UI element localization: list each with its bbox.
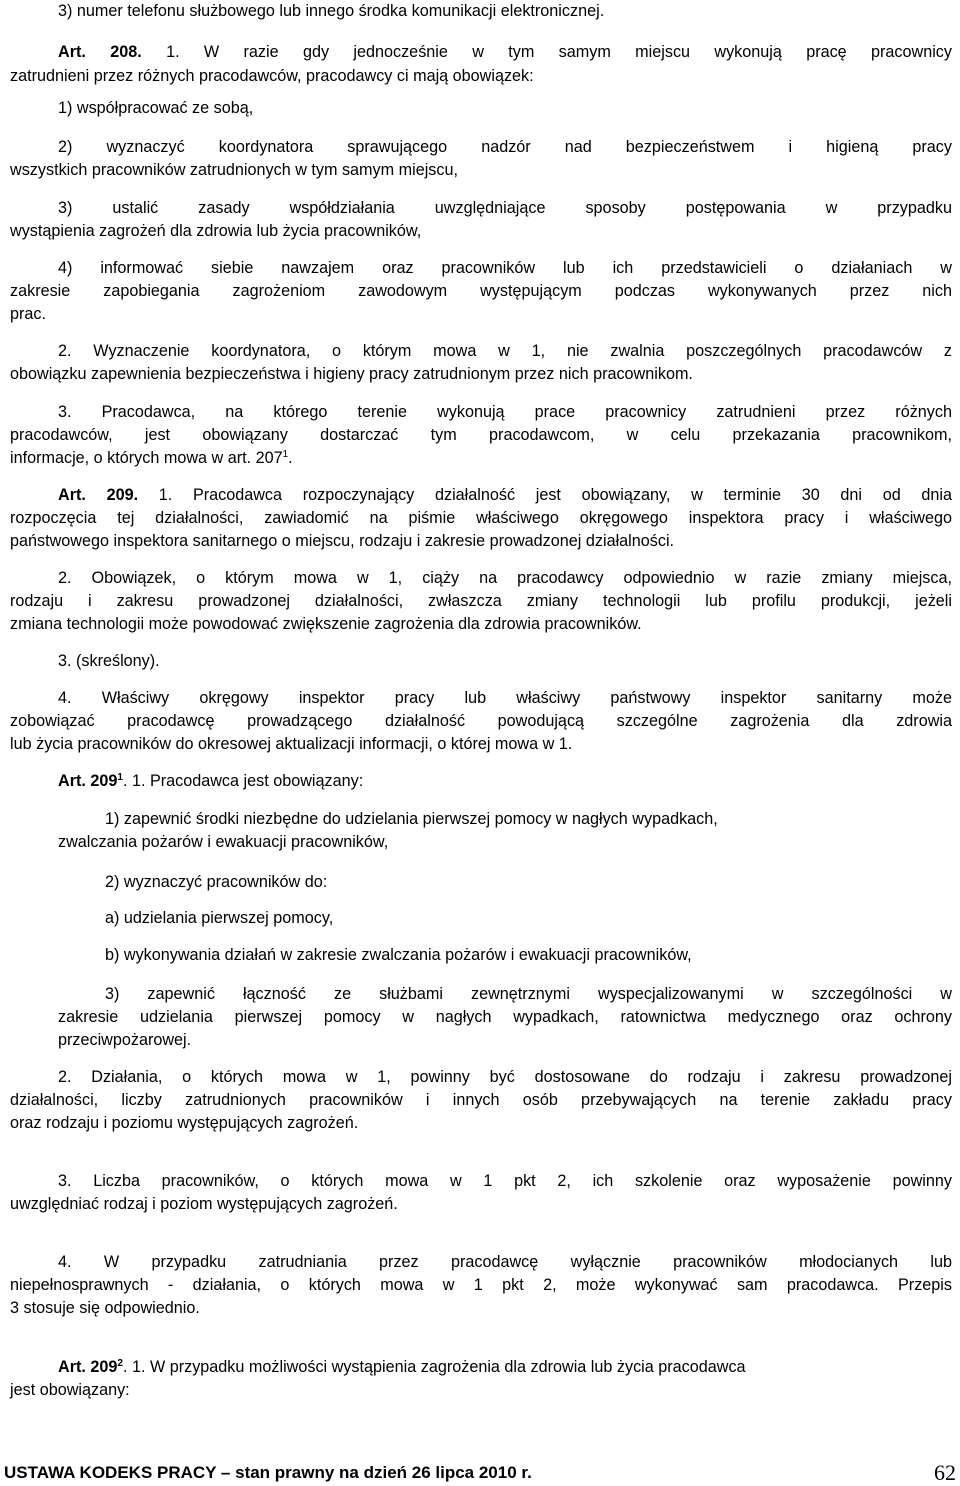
text-line: wszystkich pracowników zatrudnionych w tym samym miejscu, [10, 161, 458, 179]
text-line: 1) współpracować ze sobą, [58, 99, 254, 117]
text-line: zatrudnieni przez różnych pracodawców, pracodawcy ci mają obowiązek: [10, 67, 534, 85]
text-line: 2. Wyznaczenie koordynatora, o którym mowa w 1, nie zwalnia poszczególnych pracodawców z [58, 342, 952, 360]
text-line: 2. Działania, o których mowa w 1, powinny być dostosowane do rodzaju i zakresu prowadzonej [58, 1068, 952, 1086]
footer-title: USTAWA KODEKS PRACY – stan prawny na dzień 26 lipca 2010 r. [4, 1463, 532, 1482]
text-line: jest obowiązany: [10, 1381, 130, 1399]
text-line [58, 771, 952, 791]
text-line: 4. Właściwy okręgowy inspektor pracy lub właściwy państwowy inspektor sanitarny może [58, 689, 952, 707]
text-span: . 1. W przypadku możliwości wystąpienia zagrożenia dla zdrowia lub życia pracodawca [122, 1358, 746, 1376]
text-line: 3) numer telefonu służbowego lub innego środka komunikacji elektronicznej. [58, 2, 605, 20]
superscript: 1 [282, 449, 289, 460]
text-line: 1) zapewnić środki niezbędne do udzielania pierwszej pomocy w nagłych wypadkach, [105, 810, 718, 828]
text-line: wystąpienia zagrożeń dla zdrowia lub życia pracowników, [10, 222, 422, 240]
text-line: a) udzielania pierwszej pomocy, [105, 909, 334, 927]
text-line: uwzględniać rodzaj i poziom występujących zagrożeń. [10, 1195, 398, 1213]
superscript: 1 [117, 772, 123, 783]
text-line [58, 42, 952, 62]
page-number: 62 [934, 1460, 956, 1485]
text-line: rozpoczęcia tej działalności, zawiadomić na piśmie właściwego okręgowego inspektora pracy i właściwego [10, 509, 952, 527]
text-line: 3 stosuje się odpowiednio. [10, 1299, 200, 1317]
text-span: 1. Pracodawca rozpoczynający działalność jest obowiązany, w terminie 30 dni od dnia [138, 486, 952, 504]
text-line: zobowiązać pracodawcę prowadzącego działalność powodującą szczególne zagrożenia dla zdrowia [10, 712, 952, 730]
article-heading: Art. 209 [58, 772, 118, 790]
text-line [58, 1357, 952, 1377]
text-line: 3) ustalić zasady współdziałania uwzględniające sposoby postępowania w przypadku [58, 199, 952, 217]
text-line: 4) informować siebie nawzajem oraz pracowników lub ich przedstawicieli o działaniach w [58, 259, 952, 277]
text-line: 2) wyznaczyć koordynatora sprawującego nadzór nad bezpieczeństwem i higieną pracy [58, 138, 952, 156]
text-line: państwowego inspektora sanitarnego o miejscu, rodzaju i zakresie prowadzonej działalności. [10, 532, 675, 550]
text-line [10, 448, 952, 468]
text-line: 2) wyznaczyć pracowników do: [105, 873, 328, 891]
text-line: zakresie zapobiegania zagrożeniom zawodowym występującym podczas wykonywanych przez nich [10, 282, 952, 300]
text-line: 3. (skreślony). [58, 652, 160, 670]
text-line: 3. Liczba pracowników, o których mowa w 1 pkt 2, ich szkolenie oraz wyposażenie powinny [58, 1172, 952, 1190]
text-line: lub życia pracowników do okresowej aktualizacji informacji, o której mowa w 1. [10, 735, 573, 753]
text-line: zakresie udzielania pierwszej pomocy w nagłych wypadkach, ratownictwa medycznego oraz ochrony [58, 1008, 952, 1026]
article-heading: Art. 209. [58, 486, 139, 504]
text-line: niepełnosprawnych - działania, o których mowa w 1 pkt 2, może wykonywać sam pracodawca. Przepis [10, 1276, 952, 1294]
text-line: rodzaju i zakresu prowadzonej działalności, zwłaszcza zmiany technologii lub profilu produkcji, jeżeli [10, 592, 952, 610]
superscript: 2 [117, 1358, 123, 1369]
text-line: działalności, liczby zatrudnionych pracowników i innych osób przebywających na terenie zakładu pracy [10, 1091, 952, 1109]
text-line: pracodawców, jest obowiązany dostarczać tym pracodawcom, w celu przekazania pracownikom, [10, 426, 952, 444]
text-span: . [288, 449, 293, 467]
text-line: 3) zapewnić łączność ze służbami zewnętrznymi wyspecjalizowanymi w szczególności w [105, 985, 952, 1003]
text-line: 3. Pracodawca, na którego terenie wykonują prace pracownicy zatrudnieni przez różnych [58, 403, 952, 421]
text-span: informacje, o których mowa w art. 207 [10, 449, 283, 467]
text-line [58, 485, 952, 505]
text-line: zwalczania pożarów i ewakuacji pracowników, [58, 833, 389, 851]
text-line: 2. Obowiązek, o którym mowa w 1, ciąży na pracodawcy odpowiednio w razie zmiany miejsca, [58, 569, 952, 587]
text-span: . 1. Pracodawca jest obowiązany: [122, 772, 364, 790]
text-line: prac. [10, 305, 46, 323]
text-line: zmiana technologii może powodować zwiększenie zagrożenia dla zdrowia pracowników. [10, 615, 642, 633]
text-line: b) wykonywania działań w zakresie zwalczania pożarów i ewakuacji pracowników, [105, 946, 692, 964]
text-line: 4. W przypadku zatrudniania przez pracodawcę wyłącznie pracowników młodocianych lub [58, 1253, 952, 1271]
text-span: 1. W razie gdy jednocześnie w tym samym miejscu wykonują pracę pracownicy [141, 43, 952, 61]
text-line: przeciwpożarowej. [58, 1031, 192, 1049]
article-heading: Art. 208. [58, 43, 142, 61]
text-line: obowiązku zapewnienia bezpieczeństwa i higieny pracy zatrudnionym przez nich pracownikom. [10, 365, 693, 383]
article-heading: Art. 209 [58, 1358, 118, 1376]
text-line: oraz rodzaju i poziomu występujących zagrożeń. [10, 1114, 359, 1132]
